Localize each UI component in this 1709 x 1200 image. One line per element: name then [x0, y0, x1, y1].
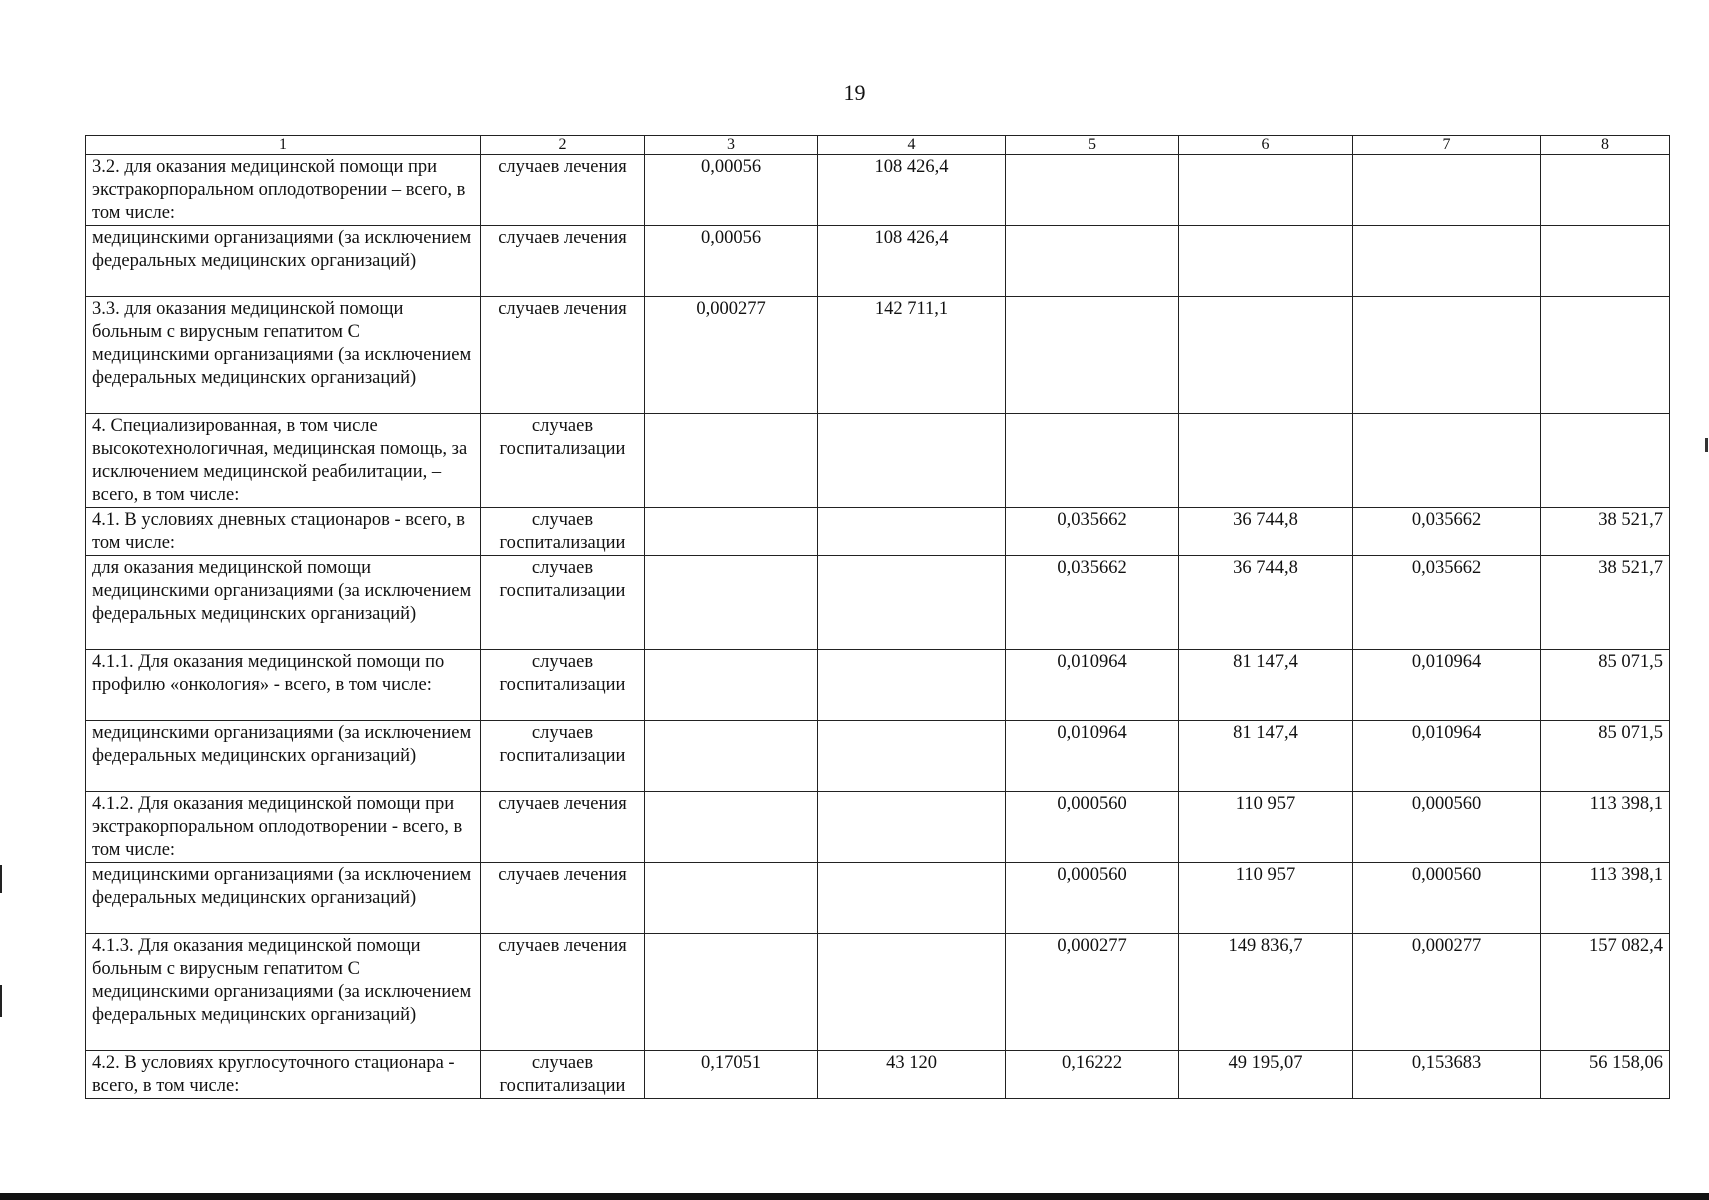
table-cell: 0,17051	[645, 1051, 818, 1099]
table-row	[86, 650, 1670, 721]
column-header: 6	[1179, 136, 1353, 155]
table-cell	[1179, 155, 1353, 226]
row-description: 4.2. В условиях круглосуточного стационара - всего, в том числе:	[86, 1051, 481, 1099]
row-unit: случаев лечения	[481, 934, 645, 1051]
table-cell: 36 744,8	[1179, 556, 1353, 650]
row-description: 4. Специализированная, в том числе высокотехнологичная, медицинская помощь, за исключением медицинской реабилитации, – всего, в том числе:	[86, 414, 481, 508]
table-cell	[1179, 414, 1353, 508]
row-description: медицинскими организациями (за исключением федеральных медицинских организаций)	[86, 721, 481, 792]
table-cell	[818, 721, 1006, 792]
table-cell	[818, 863, 1006, 934]
table-cell: 85 071,5	[1541, 721, 1670, 792]
table-cell	[1006, 226, 1179, 297]
table-cell	[645, 863, 818, 934]
table-cell: 0,035662	[1353, 556, 1541, 650]
table-cell: 0,035662	[1006, 556, 1179, 650]
data-table	[85, 135, 1670, 1099]
table-cell: 0,000277	[1006, 934, 1179, 1051]
table-cell: 113 398,1	[1541, 863, 1670, 934]
table-cell	[1179, 226, 1353, 297]
row-description: 4.1.3. Для оказания медицинской помощи больным с вирусным гепатитом С медицинскими организациями (за исключением федеральных медицинских организаций)	[86, 934, 481, 1051]
table-cell	[1353, 414, 1541, 508]
row-unit: случаев лечения	[481, 155, 645, 226]
table-cell	[1006, 414, 1179, 508]
row-unit: случаев госпитализации	[481, 508, 645, 556]
table-cell: 0,16222	[1006, 1051, 1179, 1099]
table-cell	[645, 556, 818, 650]
table-cell	[1541, 297, 1670, 414]
table-cell	[1006, 155, 1179, 226]
table-cell	[1353, 155, 1541, 226]
table-cell	[1541, 155, 1670, 226]
table-cell: 0,000560	[1353, 863, 1541, 934]
table-cell: 43 120	[818, 1051, 1006, 1099]
table-cell: 56 158,06	[1541, 1051, 1670, 1099]
table-row	[86, 934, 1670, 1051]
row-description: для оказания медицинской помощи медицинскими организациями (за исключением федеральных медицинских организаций)	[86, 556, 481, 650]
column-header: 3	[645, 136, 818, 155]
table-cell: 0,010964	[1006, 650, 1179, 721]
row-unit: случаев госпитализации	[481, 414, 645, 508]
table-cell: 0,00056	[645, 226, 818, 297]
scan-edge-mark	[0, 865, 2, 893]
table-cell: 0,010964	[1353, 721, 1541, 792]
row-unit: случаев лечения	[481, 792, 645, 863]
table-cell: 142 711,1	[818, 297, 1006, 414]
table-cell: 113 398,1	[1541, 792, 1670, 863]
table-cell: 0,010964	[1353, 650, 1541, 721]
row-description: 4.1. В условиях дневных стационаров - всего, в том числе:	[86, 508, 481, 556]
table-row	[86, 508, 1670, 556]
table-cell: 36 744,8	[1179, 508, 1353, 556]
scan-bottom-border	[0, 1193, 1709, 1200]
table-row	[86, 556, 1670, 650]
table-cell: 81 147,4	[1179, 650, 1353, 721]
table-cell	[645, 792, 818, 863]
table-cell: 149 836,7	[1179, 934, 1353, 1051]
table-cell: 110 957	[1179, 792, 1353, 863]
row-description: 4.1.1. Для оказания медицинской помощи по профилю «онкология» - всего, в том числе:	[86, 650, 481, 721]
table-cell	[818, 792, 1006, 863]
row-description: 3.2. для оказания медицинской помощи при экстракорпоральном оплодотворении – всего, в том числе:	[86, 155, 481, 226]
row-description: 4.1.2. Для оказания медицинской помощи при экстракорпоральном оплодотворении - всего, в том числе:	[86, 792, 481, 863]
header-row	[86, 136, 1670, 155]
table-cell: 38 521,7	[1541, 556, 1670, 650]
table-cell: 0,153683	[1353, 1051, 1541, 1099]
scan-edge-mark	[1705, 438, 1708, 452]
table-cell: 0,010964	[1006, 721, 1179, 792]
table-cell	[645, 650, 818, 721]
row-description: медицинскими организациями (за исключением федеральных медицинских организаций)	[86, 863, 481, 934]
table-cell: 38 521,7	[1541, 508, 1670, 556]
table-cell: 81 147,4	[1179, 721, 1353, 792]
table-cell: 0,000277	[645, 297, 818, 414]
table-cell	[818, 934, 1006, 1051]
table-cell	[818, 556, 1006, 650]
table-cell	[818, 650, 1006, 721]
table-cell: 0,000560	[1353, 792, 1541, 863]
table-cell: 108 426,4	[818, 226, 1006, 297]
table-cell: 85 071,5	[1541, 650, 1670, 721]
table-cell	[1179, 297, 1353, 414]
table-cell: 0,000560	[1006, 863, 1179, 934]
row-unit: случаев лечения	[481, 863, 645, 934]
table-row	[86, 297, 1670, 414]
table-row	[86, 414, 1670, 508]
row-description: медицинскими организациями (за исключением федеральных медицинских организаций)	[86, 226, 481, 297]
table-cell	[1541, 226, 1670, 297]
column-header: 2	[481, 136, 645, 155]
table-cell: 110 957	[1179, 863, 1353, 934]
table-row	[86, 226, 1670, 297]
row-unit: случаев госпитализации	[481, 1051, 645, 1099]
table-cell: 0,000560	[1006, 792, 1179, 863]
column-header: 5	[1006, 136, 1179, 155]
table-cell	[818, 414, 1006, 508]
table-row	[86, 721, 1670, 792]
table-cell	[1353, 297, 1541, 414]
table-cell: 0,035662	[1006, 508, 1179, 556]
table-cell	[645, 934, 818, 1051]
column-header: 7	[1353, 136, 1541, 155]
row-unit: случаев лечения	[481, 297, 645, 414]
row-unit: случаев госпитализации	[481, 650, 645, 721]
table-cell	[818, 508, 1006, 556]
table-cell	[1353, 226, 1541, 297]
table-row	[86, 1051, 1670, 1099]
table-row	[86, 155, 1670, 226]
table-cell	[645, 414, 818, 508]
column-header: 4	[818, 136, 1006, 155]
page-number: 19	[843, 80, 866, 105]
table-cell	[645, 721, 818, 792]
table-cell	[645, 508, 818, 556]
row-unit: случаев лечения	[481, 226, 645, 297]
table-cell	[1006, 297, 1179, 414]
table-row	[86, 863, 1670, 934]
table-cell: 0,035662	[1353, 508, 1541, 556]
row-unit: случаев госпитализации	[481, 556, 645, 650]
table-row	[86, 792, 1670, 863]
table-cell: 49 195,07	[1179, 1051, 1353, 1099]
column-header: 1	[86, 136, 481, 155]
table-cell: 157 082,4	[1541, 934, 1670, 1051]
row-description: 3.3. для оказания медицинской помощи больным с вирусным гепатитом С медицинскими организациями (за исключением федеральных медицинских организаций)	[86, 297, 481, 414]
table-cell: 108 426,4	[818, 155, 1006, 226]
column-header: 8	[1541, 136, 1670, 155]
table-cell	[1541, 414, 1670, 508]
scan-edge-mark	[0, 985, 2, 1017]
table-cell: 0,00056	[645, 155, 818, 226]
table-cell: 0,000277	[1353, 934, 1541, 1051]
row-unit: случаев госпитализации	[481, 721, 645, 792]
